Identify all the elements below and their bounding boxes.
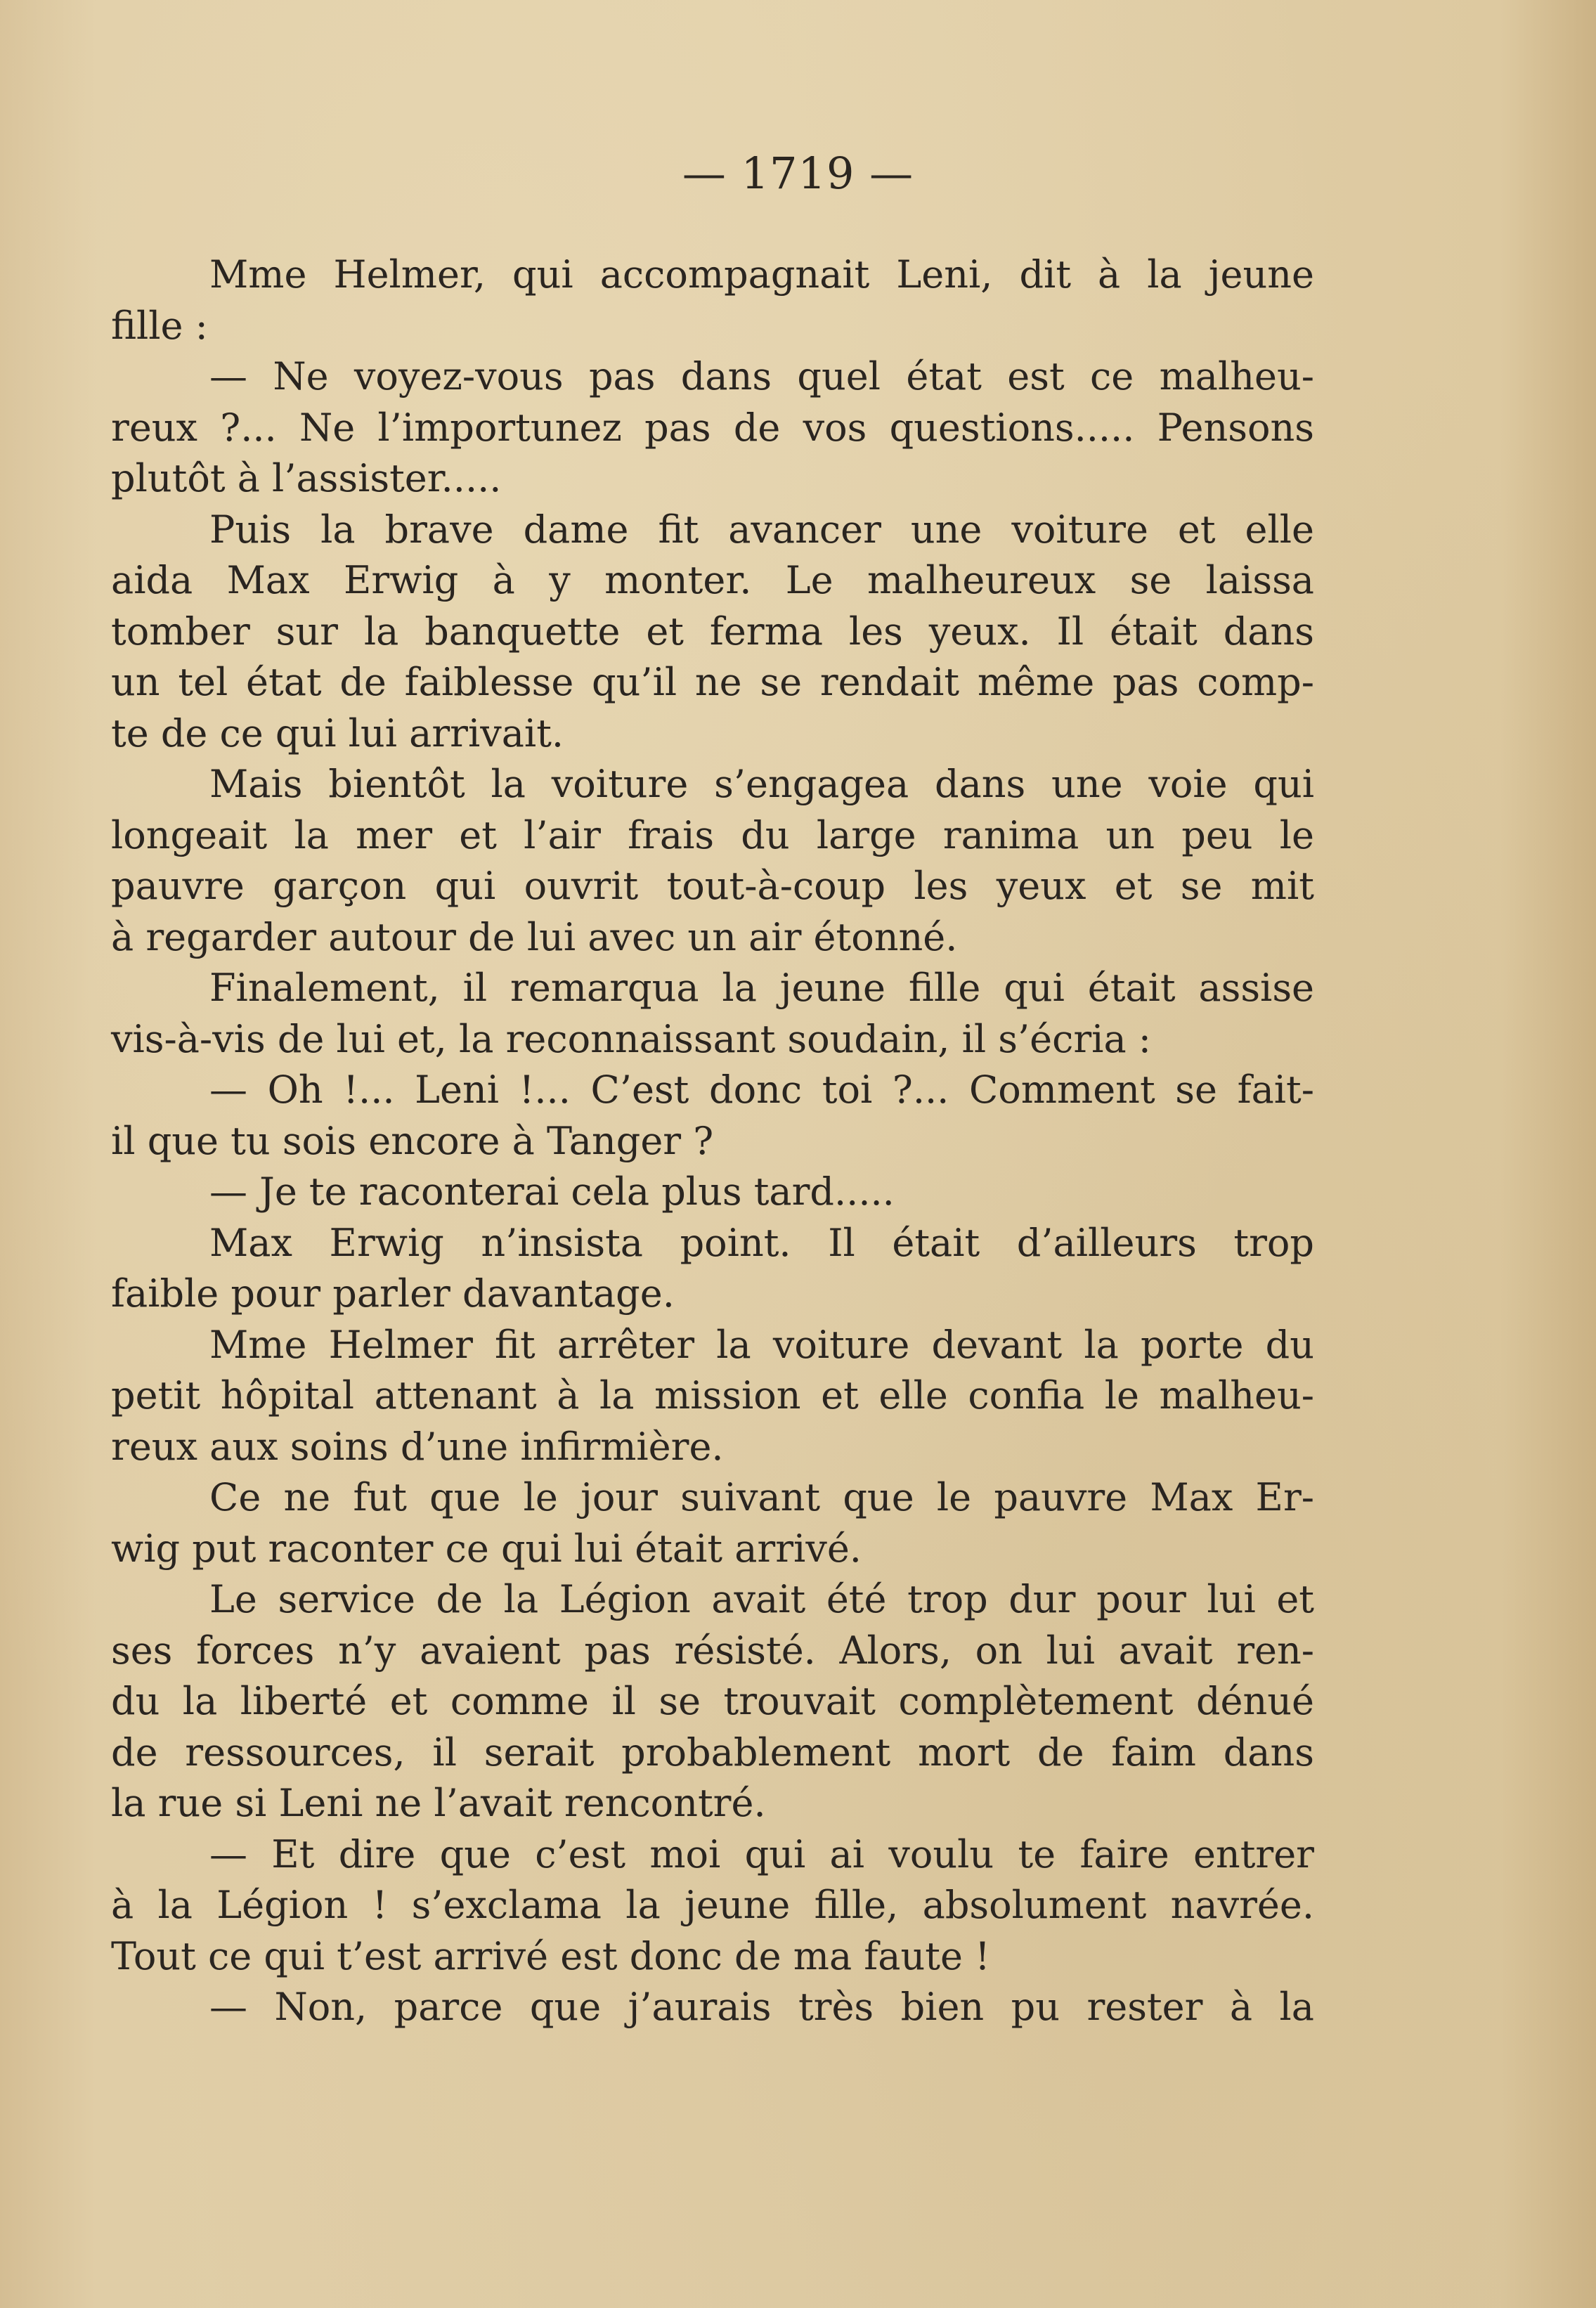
text-line: wig put raconter ce qui lui était arrivé.: [111, 1526, 862, 1571]
text-line: Finalement, il remarqua la jeune fille qui était assise: [209, 966, 1314, 1010]
text-line: du la liberté et comme il se trouvait complètement dénué: [111, 1679, 1314, 1723]
text-line: reux aux soins d’une infirmière.: [111, 1424, 724, 1469]
text-line: à la Légion ! s’exclama la jeune fille, absolument navrée.: [111, 1883, 1314, 1927]
text-line: — Je te raconterai cela plus tard.....: [209, 1169, 895, 1214]
text-line: — Et dire que c’est moi qui ai voulu te faire entrer: [209, 1832, 1314, 1876]
text-line: Mais bientôt la voiture s’engagea dans une voie qui: [209, 762, 1314, 806]
text-line: la rue si Leni ne l’avait rencontré.: [111, 1781, 766, 1825]
text-line: pauvre garçon qui ouvrit tout-à-coup les yeux et se mit: [111, 864, 1314, 908]
text-line: aida Max Erwig à y monter. Le malheureux se laissa: [111, 558, 1314, 602]
text-line: de ressources, il serait probablement mort de faim dans: [111, 1730, 1314, 1775]
text-line: plutôt à l’assister.....: [111, 456, 502, 500]
text-line: il que tu sois encore à Tanger ?: [111, 1118, 714, 1163]
text-line: ses forces n’y avaient pas résisté. Alors, on lui avait ren-: [111, 1628, 1314, 1673]
text-line: Mme Helmer, qui accompagnait Leni, dit à la jeune: [209, 252, 1314, 297]
text-line: Mme Helmer fit arrêter la voiture devant la porte du: [209, 1322, 1314, 1367]
text-line: — Ne voyez-vous pas dans quel état est ce malheu-: [209, 354, 1314, 398]
text-line: — Non, parce que j’aurais très bien pu rester à la: [209, 1985, 1314, 2029]
text-line: Tout ce qui t’est arrivé est donc de ma faute !: [111, 1933, 990, 1978]
body-text: [111, 249, 1314, 2033]
text-line: petit hôpital attenant à la mission et elle confia le malheu-: [111, 1373, 1314, 1418]
text-line: un tel état de faiblesse qu’il ne se rendait même pas comp-: [111, 660, 1314, 704]
text-line: — Oh !... Leni !... C’est donc toi ?... Comment se fait-: [209, 1068, 1314, 1112]
text-line: te de ce qui lui arrivait.: [111, 711, 564, 756]
text-line: vis-à-vis de lui et, la reconnaissant soudain, il s’écria :: [111, 1016, 1151, 1061]
text-line: tomber sur la banquette et ferma les yeux. Il était dans: [111, 609, 1314, 654]
text-line: Max Erwig n’insista point. Il était d’ailleurs trop: [209, 1220, 1314, 1265]
page-number: — 1719 —: [682, 148, 914, 199]
text-line: Le service de la Légion avait été trop dur pour lui et: [209, 1577, 1314, 1621]
text-line: longeait la mer et l’air frais du large ranima un peu le: [111, 812, 1314, 857]
text-line: faible pour parler davantage.: [111, 1271, 675, 1316]
text-line: fille :: [111, 303, 208, 348]
text-line: Puis la brave dame fit avancer une voiture et elle: [209, 507, 1314, 552]
text-line: reux ?... Ne l’importunez pas de vos questions..... Pensons: [111, 405, 1314, 450]
text-line: à regarder autour de lui avec un air étonné.: [111, 914, 958, 959]
text-line: Ce ne fut que le jour suivant que le pauvre Max Er-: [209, 1475, 1314, 1519]
